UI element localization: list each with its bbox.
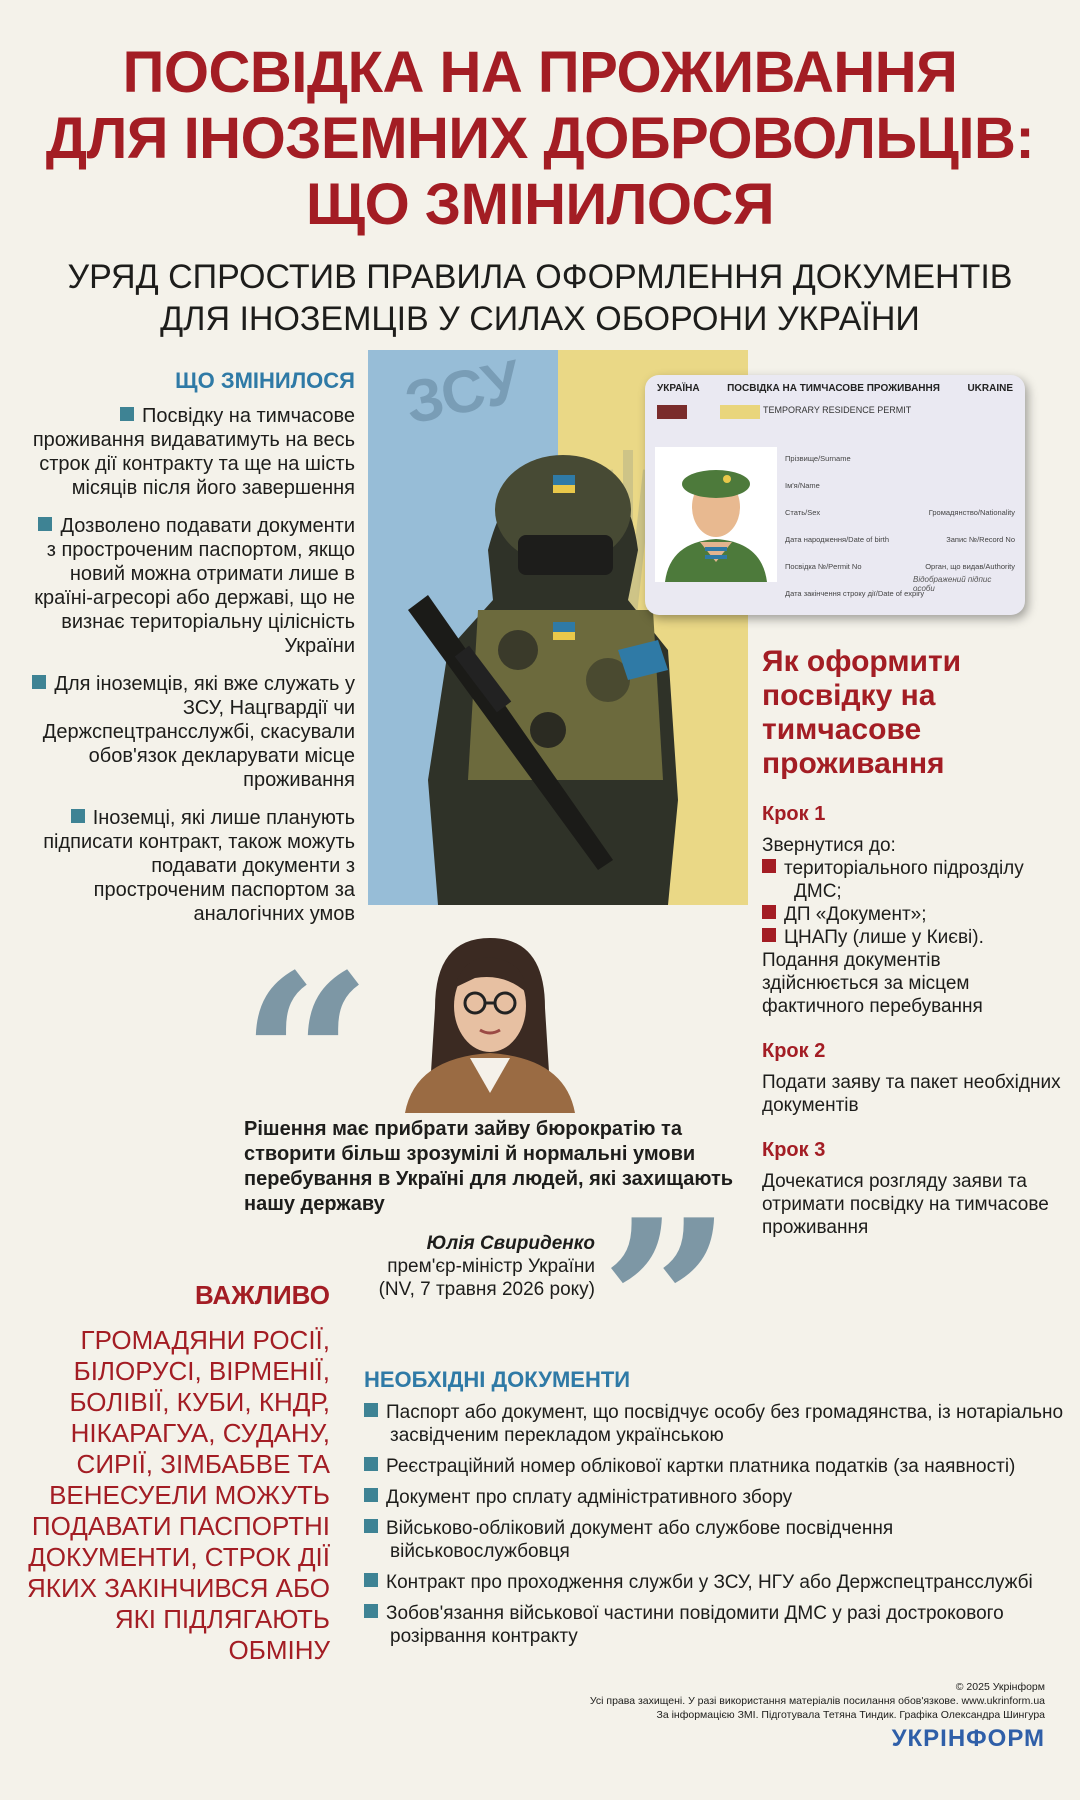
- step-1-note: Подання документів здійснюється за місцем фактичного перебування: [762, 950, 983, 1017]
- page-subtitle: [0, 256, 1080, 340]
- card-title-en: TEMPORARY RESIDENCE PERMIT: [763, 405, 912, 415]
- page-title: [0, 40, 1080, 238]
- step-1-option: ЦНАПу (лише у Києві).: [762, 926, 1062, 949]
- title-line-2: ДЛЯ ІНОЗЕМНИХ ДОБРОВОЛЬЦІВ:: [45, 106, 1035, 171]
- step-3-label: Крок 3: [762, 1139, 826, 1161]
- quote-author-block: [355, 1232, 595, 1301]
- card-field-sex: Стать/Sex: [785, 508, 821, 517]
- quote-close-icon: ”: [600, 1170, 733, 1440]
- important-heading: ВАЖЛИВО: [194, 1280, 330, 1310]
- ukrinform-logo: УКРІНФОРМ: [891, 1725, 1045, 1752]
- card-flag-icon: [720, 405, 760, 419]
- soldier-portrait-icon: [655, 447, 777, 582]
- docs-item: Документ про сплату адміністративного збору: [364, 1486, 1064, 1509]
- step-1-options: [762, 857, 1062, 949]
- residence-permit-card: [645, 375, 1025, 615]
- subtitle-line-1: УРЯД СПРОСТИВ ПРАВИЛА ОФОРМЛЕННЯ ДОКУМЕНТІВ: [67, 258, 1013, 296]
- step-3-text: Дочекатися розгляду заяви та отримати посвідку на тимчасове проживання: [762, 1171, 1049, 1238]
- bullet-square-icon: [762, 859, 776, 873]
- bullet-square-icon: [364, 1488, 378, 1502]
- title-line-3: ЩО ЗМІНИЛОСЯ: [305, 172, 775, 237]
- card-field-record: Запис №/Record No: [946, 535, 1015, 544]
- changes-heading: ЩО ЗМІНИЛОСЯ: [175, 368, 355, 393]
- card-chip-icon: [657, 405, 687, 419]
- card-field-dob: Дата народження/Date of birth: [785, 535, 890, 544]
- title-line-1: ПОСВІДКА НА ПРОЖИВАННЯ: [122, 40, 958, 105]
- step-1-intro: Звернутися до:: [762, 835, 896, 856]
- docs-heading: НЕОБХІДНІ ДОКУМЕНТИ: [364, 1367, 631, 1392]
- bullet-square-icon: [364, 1573, 378, 1587]
- card-field-authority: Орган, що видав/Authority: [925, 562, 1015, 571]
- bullet-square-icon: [364, 1457, 378, 1471]
- important-section: [20, 1280, 330, 1666]
- footer-copyright: © 2025 Укрінформ: [955, 1681, 1045, 1693]
- changes-item: Посвідку на тимчасове проживання видаватимуть на весь строк дії контракту та ще на шість місяців після його завершення: [32, 405, 355, 499]
- quote-open-icon: “: [240, 925, 373, 1195]
- quote-source: (NV, 7 травня 2026 року): [378, 1279, 595, 1300]
- step-2-text: Подати заяву та пакет необхідних документів: [762, 1072, 1061, 1116]
- card-field-expiry: Дата закінчення строку дії/Date of expiry: [785, 589, 925, 598]
- bullet-square-icon: [762, 928, 776, 942]
- quote-text: Рішення має прибрати зайву бюрократію та створити більш зрозумілі й нормальні умови перебування в Україні для людей, які захищають нашу державу: [244, 1118, 734, 1215]
- bullet-square-icon: [32, 675, 46, 689]
- card-photo: [655, 447, 777, 582]
- bullet-square-icon: [71, 809, 85, 823]
- card-country: УКРАЇНА: [657, 383, 700, 394]
- docs-item: Контракт про проходження служби у ЗСУ, НГУ або Держспецтрансслужбі: [364, 1571, 1064, 1594]
- card-signature: Відображений підпис особи: [913, 575, 992, 593]
- changes-section: [30, 368, 355, 940]
- step-1-label: Крок 1: [762, 803, 826, 825]
- speaker-photo: [395, 918, 585, 1113]
- flag-text: ЗСУ: [399, 350, 527, 437]
- changes-item: Для іноземців, які вже служать у ЗСУ, Нацгвардії чи Держспецтрансслужбі, скасували обов'язок декларувати місце проживання: [30, 672, 355, 792]
- bullet-square-icon: [762, 905, 776, 919]
- card-title: ПОСВІДКА НА ТИМЧАСОВЕ ПРОЖИВАННЯ: [727, 383, 940, 394]
- quote-role: прем'єр-міністр України: [387, 1256, 595, 1277]
- card-country-en: UKRAINE: [967, 383, 1013, 394]
- changes-item: Дозволено подавати документи з простроченим паспортом, якщо новий можна отримати лише в країні-агресорі або державі, що не визнає територіальну цілісність України: [34, 515, 355, 657]
- card-field-surname: Прізвище/Surname: [785, 454, 851, 463]
- footer-rights: Усі права захищені. У разі використання матеріалів посилання обов'язкове. www.ukrinform.ua: [589, 1695, 1045, 1707]
- docs-section: [364, 1367, 1064, 1648]
- docs-item: Військово-обліковий документ або службове посвідчення військовослужбовця: [364, 1517, 1064, 1563]
- bullet-square-icon: [364, 1519, 378, 1533]
- bullet-square-icon: [120, 407, 134, 421]
- docs-item: Паспорт або документ, що посвідчує особу без громадянства, із нотаріально засвідченим перекладом українською: [364, 1401, 1064, 1447]
- docs-item: Зобов'язання військової частини повідомити ДМС у разі дострокового розірвання контракту: [364, 1602, 1064, 1648]
- footer-credits: За інформацією ЗМІ. Підготувала Тетяна Тиндик. Графіка Олександра Шингура: [656, 1709, 1045, 1721]
- howto-heading: Як оформити посвідку на тимчасове проживання: [762, 645, 962, 780]
- step-1-option: ДП «Документ»;: [762, 903, 1062, 926]
- bullet-square-icon: [38, 517, 52, 531]
- bullet-square-icon: [364, 1604, 378, 1618]
- quote-author: Юлія Свириденко: [426, 1233, 595, 1254]
- card-field-name: Ім'я/Name: [785, 481, 820, 490]
- card-header: [645, 375, 1025, 396]
- howto-section: [762, 645, 1062, 1239]
- subtitle-line-2: ДЛЯ ІНОЗЕМЦІВ У СИЛАХ ОБОРОНИ УКРАЇНИ: [160, 300, 920, 338]
- important-text: ГРОМАДЯНИ РОСІЇ, БІЛОРУСІ, ВІРМЕНІЇ, БОЛІВІЇ, КУБИ, КНДР, НІКАРАГУА, СУДАНУ, СИРІЇ, ЗІМБАБВЕ ТА ВЕНЕСУЕЛИ МОЖУТЬ ПОДАВАТИ ПАСПОРТНІ ДОКУМЕНТИ, СТРОК ДІЇ ЯКИХ ЗАКІНЧИВСЯ АБО ЯКІ ПІДЛЯГАЮТЬ ОБМІНУ: [27, 1325, 330, 1665]
- step-2-label: Крок 2: [762, 1040, 826, 1062]
- bullet-square-icon: [364, 1403, 378, 1417]
- step-1-option: територіального підрозділу ДМС;: [762, 857, 1062, 903]
- footer: [590, 1680, 1045, 1722]
- changes-item: Іноземці, які лише планують підписати контракт, також можуть подавати документи з простроченим паспортом за аналогічних умов: [43, 807, 355, 925]
- card-field-nationality: Громадянство/Nationality: [928, 508, 1015, 517]
- card-field-permit: Посвідка №/Permit No: [785, 562, 862, 571]
- docs-item: Реєстраційний номер облікової картки платника податків (за наявності): [364, 1455, 1064, 1478]
- speaker-portrait: [395, 918, 585, 1113]
